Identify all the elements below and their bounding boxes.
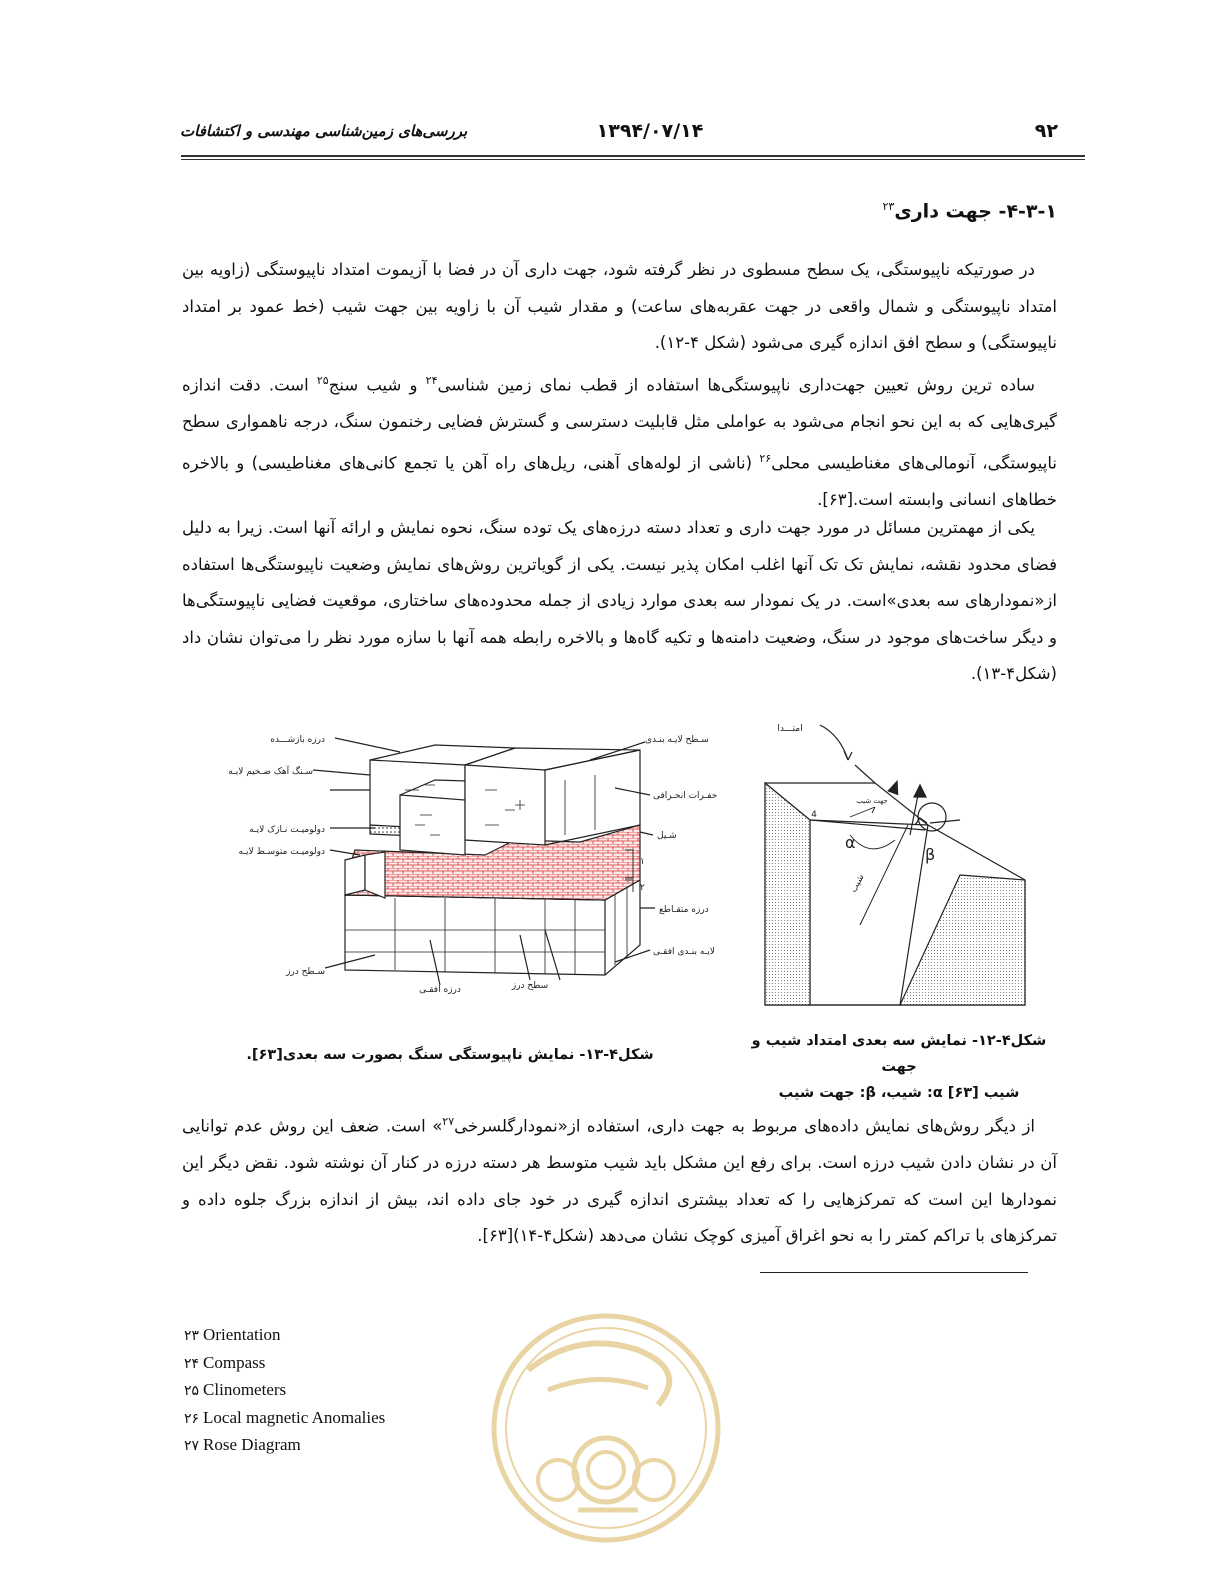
page-number: ۹۲	[1034, 120, 1058, 142]
paragraph-3d-diagrams	[182, 510, 1057, 693]
footnote-text: Compass	[203, 1352, 266, 1372]
label-dip-direction: جهت شیب	[856, 797, 888, 805]
label-bedding-surface: سـطح لایـه بنـدی	[645, 735, 709, 745]
footnote-number: ۲۷	[184, 1438, 200, 1454]
rock-discontinuity-block-diagram	[185, 730, 740, 1020]
footnote-ref-27: ۲۷	[442, 1115, 455, 1128]
paragraph-text: و شیب سنج	[328, 375, 426, 395]
label-joint-surface-right: سطح درز	[511, 981, 549, 991]
figure-13-caption: شکل۴-۱۳- نمایش ناپیوستگی سنگ بصورت سه بعدی[۶۳].	[246, 1047, 654, 1063]
label-mark-2: ۲	[640, 883, 645, 893]
footnote-number: ۲۶	[184, 1410, 200, 1427]
figure-12-caption	[740, 1028, 1058, 1106]
footnote-text: Clinometers	[203, 1380, 287, 1399]
paragraph-text: از دیگر روش‌های نمایش داده‌های مربوط به جهت داری، استفاده از«نمودارگلسرخی	[454, 1116, 1035, 1136]
footnote-number: ۲۴	[184, 1355, 200, 1372]
label-alpha: α	[845, 833, 856, 852]
label-four: 4	[811, 810, 817, 820]
paragraph-text: در صورتیکه ناپیوستگی، یک سطح مسطوی در نظر گرفته شود، جهت داری آن در فضا با آزیموت امتداد ناپیوستگی (زاویه بین امتداد ناپیوستگی و شمال واقعی در جهت عقربه‌های ساعت) و مقدار شیب آن با زاویه بین جهت شیب (خط عمود بر امتداد ناپیوستگی) و سطح افق اندازه گیری می‌شود (شکل ۴-۱۲).	[182, 260, 1057, 352]
label-thin-dolomite: دولومیـت نـازک لایـه	[249, 825, 325, 835]
paragraph-text: یکی از مهمترین مسائل در مورد جهت داری و تعداد دسته درزه‌های یک توده سنگ، نحوه نمایش و ارائه آنها است. زیرا به دلیل فضای محدود نقشه، نمایش تک تک آنها اغلب امکان پذیر نیست. یکی از گویاترین روش‌های نمایش وضعیت ناپیوستگی‌ها استفاده از«نمودارهای سه بعدی»است. در یک نمودار سه بعدی موارد زیادی از جمله محدوده‌های ساختاری، موقعیت فضایی ناپیوستگی‌ها و دیگر ساخت‌های موجود در سنگ، وضعیت دامنه‌ها و تکیه گاه‌ها و بالاخره رابطه همه آنها با سازه مورد نظر را می‌توان نشان داد (شکل۴-۱۳).	[182, 518, 1057, 683]
label-strike: امتـــدا	[777, 724, 803, 734]
paragraph-text: ساده ترین روش تعیین جهت‌داری ناپیوستگی‌ها استفاده از قطب نمای زمین شناسی	[437, 375, 1036, 395]
header-rule	[181, 155, 1085, 157]
paragraph-orientation-definition	[182, 252, 1057, 362]
label-thick-limestone: سـنگ آهک ضـخیم لایـه	[228, 767, 313, 777]
footnote-rule	[760, 1272, 1028, 1273]
watermark-seal	[488, 1310, 724, 1546]
label-open-joint: درزه بازشـــده	[270, 735, 325, 745]
label-horizontal-joint: درزه افقـی	[419, 985, 461, 995]
footnote-text: Local magnetic Anomalies	[203, 1407, 386, 1427]
footnote-ref-26: ۲۶	[759, 451, 772, 465]
footnote-number: ۲۳	[184, 1328, 200, 1344]
paragraph-rose-diagram	[182, 1104, 1057, 1255]
paragraph-text: است. دقت اندازه گیری‌هایی که به این نحو انجام می‌شود به عواملی مثل قابلیت دسترسی و گسترش فضایی رخنمون سنگ، درجه ناهمواری سطح ناپیوستگی، آنومالی‌های مغناطیسی محلی	[182, 375, 1057, 472]
label-cross-joint: درزه متقـاطع	[659, 905, 709, 915]
label-dip: شیب	[848, 872, 867, 895]
label-horizontal-bedding: لایـه بنـدی افقـی	[653, 947, 715, 957]
footnote-number: ۲۵	[184, 1383, 200, 1399]
section-number: ۴-۳-۱-	[991, 200, 1057, 223]
section-heading	[760, 200, 1057, 222]
strike-dip-diagram	[750, 715, 1040, 1015]
label-shale: شـیل	[657, 831, 677, 841]
footnote-ref-25: ۲۵	[316, 374, 329, 387]
running-header-date: ۱۳۹۴/۰۷/۱۴	[596, 120, 704, 142]
paragraph-text: (ناشی از لوله‌های آهنی، ریل‌های راه آهن یا تجمع کانی‌های مغناطیسی) و بالاخره خطاهای انسانی وابسته است.[۶۳].	[182, 453, 1057, 509]
footnote-ref-23: ۲۳	[882, 200, 895, 213]
label-medium-dolomite: دولومیـت متوسـط لایـه	[238, 847, 325, 857]
caption-line: شیب [۶۳] α: شیب، β: جهت شیب	[778, 1085, 1020, 1101]
label-beta: β	[925, 845, 936, 864]
footnote-text: Orientation	[203, 1325, 281, 1344]
paragraph-text: » است. ضعف این روش عدم توانایی آن در نشان دادن شیب درزه است. برای رفع این مشکل باید شیب متوسط هر دسته درزه در کنار آن نوشته شود. نقض دیگر این نمودارها این است که تمرکزهایی را که تعداد بیشتری اندازه گیری در خود جای داده اند، بیش از اندازه بزرگ جلوه داده و تمرکزهای با تراکم کمتر را به نحو اغراق آمیزی کوچک نشان می‌دهد (شکل۴-۱۴)[۶۳].	[182, 1116, 1057, 1245]
section-title: جهت داری	[894, 200, 992, 223]
paragraph-measurement-methods	[182, 363, 1057, 518]
label-deviation-holes: حفـرات انحـرافی	[653, 791, 718, 801]
caption-line: شکل۴-۱۲- نمایش سه بعدی امتداد شیب و جهت	[751, 1033, 1047, 1075]
running-header-journal: بررسی‌های زمین‌شناسی مهندسی و اکتشافات	[180, 122, 468, 140]
footnote-ref-24: ۲۴	[425, 374, 438, 387]
label-joint-surface-left: سـطح درز	[286, 967, 325, 977]
label-mark-1: ۱	[640, 857, 645, 867]
header-rule-thin	[181, 159, 1085, 160]
footnote-text: Rose Diagram	[203, 1435, 301, 1454]
